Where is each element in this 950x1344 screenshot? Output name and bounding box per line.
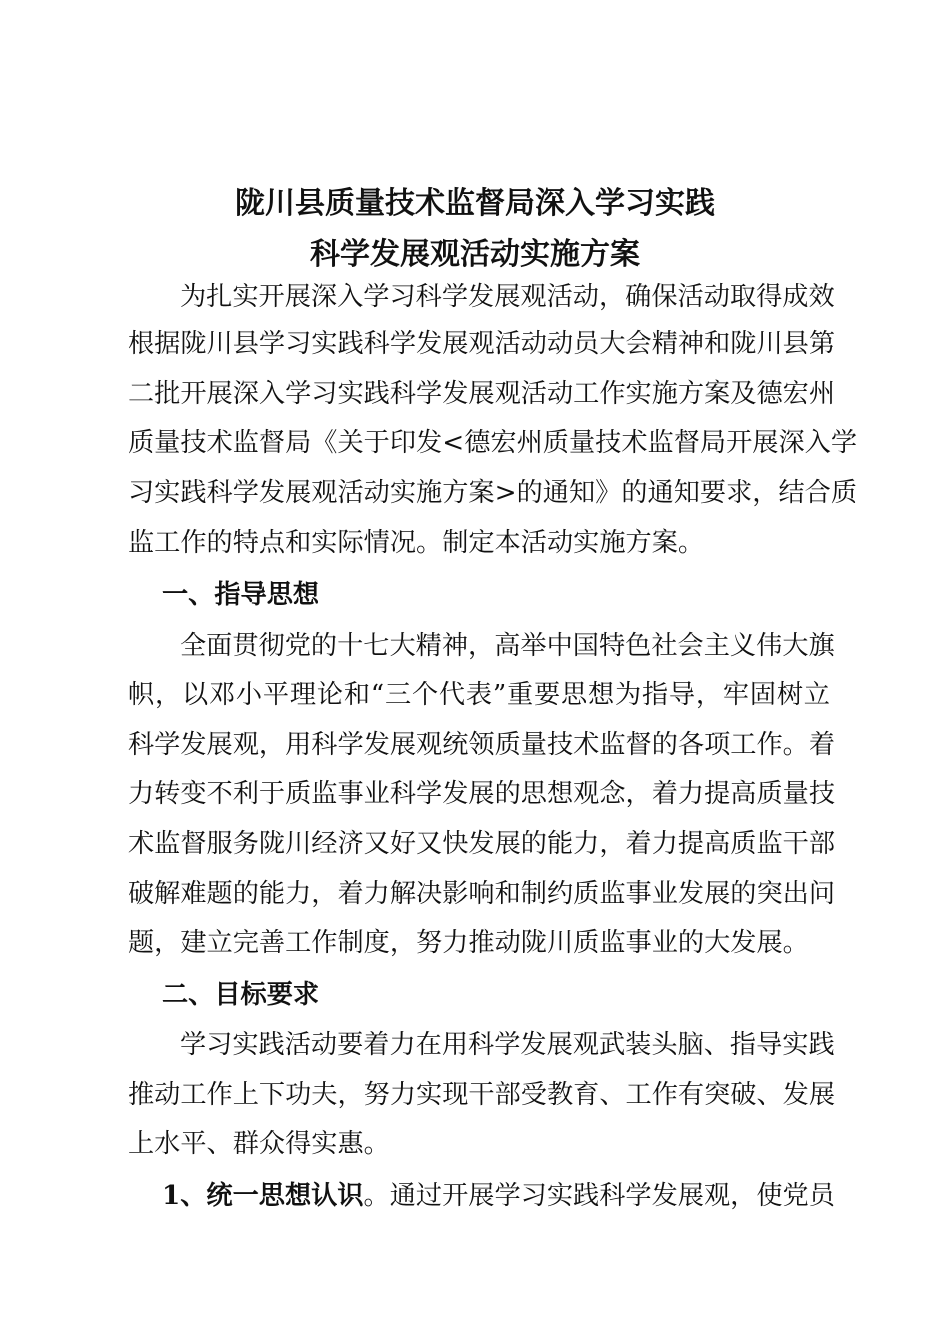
section-1-line-1: 全面贯彻党的十七大精神，高举中国特色社会主义伟大旗 <box>180 631 835 661</box>
document-title-line-1: 陇川县质量技术监督局深入学习实践 <box>235 186 715 221</box>
section-1-line-5: 术监督服务陇川经济又好又快发展的能力，着力提高质监干部 <box>128 829 836 859</box>
section-2-line-1: 学习实践活动要着力在用科学发展观武装头脑、指导实践 <box>180 1030 835 1060</box>
section-1-heading: 一、指导思想 <box>162 579 320 610</box>
section-1-line-2: 帜，以邓小平理论和“三个代表”重要思想为指导，牢固树立 <box>128 680 830 710</box>
section-2-line-2: 推动工作上下功夫，努力实现干部受教育、工作有突破、发展 <box>128 1080 836 1110</box>
section-2-line-3: 上水平、群众得实惠。 <box>128 1129 390 1159</box>
intro-line-1: 为扎实开展深入学习科学发展观活动，确保活动取得成效 <box>180 282 835 312</box>
item-1-line <box>162 1179 835 1213</box>
intro-line-4: 质量技术监督局《关于印发<德宏州质量技术监督局开展深入学 <box>128 428 858 458</box>
item-1-bold-label: 1、统一思想认识 <box>162 1180 364 1211</box>
intro-line-2: 根据陇川县学习实践科学发展观活动动员大会精神和陇川县第 <box>128 329 836 359</box>
document-title-line-2: 科学发展观活动实施方案 <box>310 237 640 272</box>
section-1-line-3: 科学发展观，用科学发展观统领质量技术监督的各项工作。着 <box>128 730 836 760</box>
intro-line-6: 监工作的特点和实际情况。制定本活动实施方案。 <box>128 528 705 558</box>
intro-line-3: 二批开展深入学习实践科学发展观活动工作实施方案及德宏州 <box>128 379 836 409</box>
intro-line-5: 习实践科学发展观活动实施方案>的通知》的通知要求，结合质 <box>128 478 858 508</box>
item-1-text: 。通过开展学习实践科学发展观，使党员 <box>363 1181 835 1211</box>
section-2-heading: 二、目标要求 <box>162 979 320 1010</box>
section-1-line-4: 力转变不利于质监事业科学发展的思想观念，着力提高质量技 <box>128 779 836 809</box>
section-1-line-6: 破解难题的能力，着力解决影响和制约质监事业发展的突出问 <box>128 879 836 909</box>
section-1-line-7: 题，建立完善工作制度，努力推动陇川质监事业的大发展。 <box>128 928 809 958</box>
